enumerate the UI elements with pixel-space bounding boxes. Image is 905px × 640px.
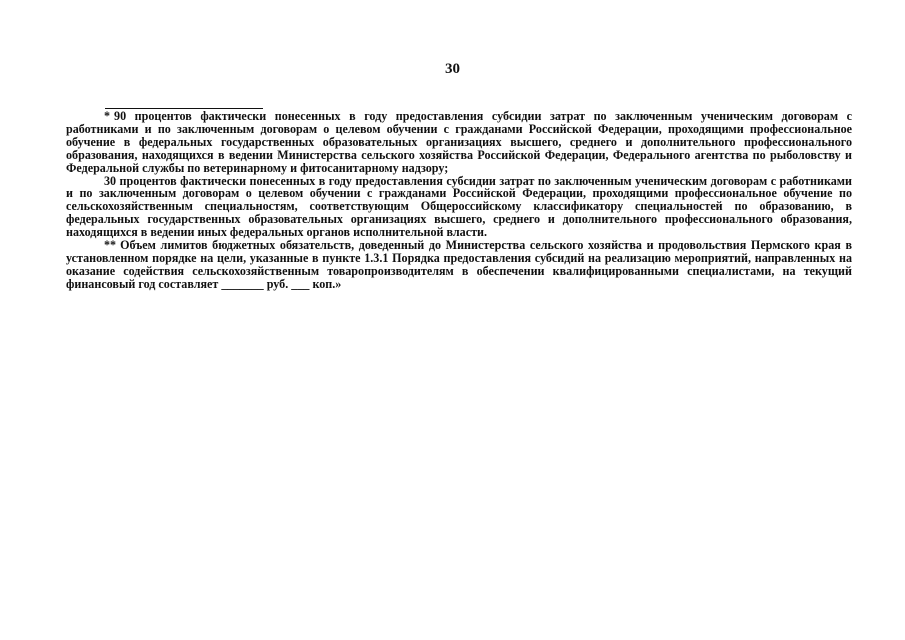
footnotes [66, 110, 852, 291]
footnote-1 [66, 110, 852, 175]
footnote-marker: ** [104, 238, 117, 253]
footnote-marker: * [104, 109, 111, 123]
footnote-text: 90 процентов фактически понесенных в году предоставления субсидии затрат по заключенным ученическим договорам с работниками и по заключенным договорам о целевом обучении с гражданами Российской Федерации, проходящими профессиональное обучение в федеральных государственных образовательных организациях высшего, среднего и дополнительного профессионального образования, находящихся в ведении Министерства сельского хозяйства Российской Федерации, Федерального агентства по рыболовству и Федеральной службы по ветеринарному и фитосанитарному надзору; [66, 109, 852, 175]
footnote-text: 30 процентов фактически понесенных в году предоставления субсидии затрат по заключенным ученическим договорам с работниками и по заключенным договорам о целевом обучении с гражданами Российской Федерации, проходящими профессиональное обучение по сельскохозяйственным специальностям, соответствующим Общероссийскому классификатору специальностей по образованию, в федеральных государственных образовательных организациях высшего, среднего и дополнительного профессионального образования, находящихся в ведении иных федеральных органов исполнительной власти. [66, 173, 852, 240]
footnote-text: Объем лимитов бюджетных обязательств, доведенный до Министерства сельского хозяйства и продовольствия Пермского края в установленном порядке на цели, указанные в пункте 1.3.1 Порядка предоставления субсидий на реализацию мероприятий, направленных на оказание содействия сельскохозяйственным товаропроизводителям в обеспечении квалифицированными специалистами, на текущий финансовый год составляет _______ руб. ___ коп.» [66, 238, 852, 291]
footnote-2 [66, 239, 852, 291]
page-number: 30 [445, 61, 460, 77]
footnote-1-continuation [66, 175, 852, 240]
